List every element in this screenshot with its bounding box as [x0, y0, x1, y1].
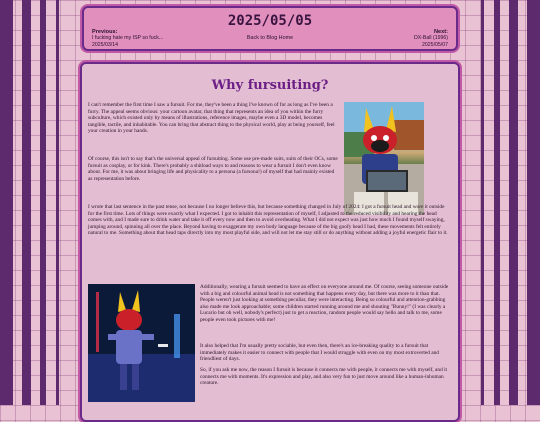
left-stripe-2 — [22, 0, 31, 405]
fursuit-laptop-illustration — [344, 102, 424, 215]
paragraph-6: So, if you ask me now, the reason I fursuit is because it connects me with people, it connects me with myself, and it connects me with moments. It's expression and play, and also very fun to just move around like a human-inhuman creature. — [200, 367, 448, 386]
previous-heading: Previous: — [92, 29, 118, 35]
back-to-blog-home-link[interactable]: Back to Blog Home — [246, 35, 294, 41]
next-post-date: 2025/05/07 — [422, 41, 448, 48]
post-content — [80, 62, 460, 422]
left-stripe-4 — [56, 0, 59, 405]
left-stripe-3 — [40, 0, 46, 405]
right-stripe-1 — [481, 0, 484, 405]
right-stripe-3 — [509, 0, 518, 405]
paragraph-3: I wrote that last sentence in the past tense, not because I no longer believe this, but because something changed in July of 2024: I got a fursuit head and wore it outside for the first time. Lots of things were exactly what I expected. I got to inhabit this representation of myself, I adjusted to the reduced visibility and hearing the head comes with, and I made sure to drink water and take it off every now and then to avoid overheating. What I did not expect was just how much I found myself swaying, jumping around, spinning all over the place. Beyond having to exaggerate my own body language because of the big goofy head I had, these movements felt entirely natural to me. Something about that head taps directly into my most playful side, and will not let me stay still or do anything without adding a joyful energetic flair to it. — [88, 204, 448, 236]
post-date: 2025/05/05 — [227, 13, 313, 29]
post-navigation — [82, 6, 458, 51]
right-stripe-4 — [527, 0, 540, 405]
left-stripe-1 — [0, 0, 13, 405]
right-stripe-2 — [494, 0, 500, 405]
previous-post-title: I fucking hate my ISP so fuck... — [92, 35, 164, 42]
paragraph-1: I can't remember the first time I saw a fursuit. For me, they've been a thing I've known of for as long as I've been a furry. The appeal seems obvious: your cartoon avatar, that thing that represents an idea of you within the furry subculture, which existed only by means of illustrations, reference images, maybe even a 3D model, becomes tangible, tactile, and inhabitable. You can bring that abstract thing to the physical world, play at being yourself, feel your creation in your hands. — [88, 102, 335, 134]
fursuit-photo-laptop — [344, 102, 424, 215]
paragraph-5: It also helped that I'm usually pretty sociable, but even then, there's an ice-breaking quality to a fursuit that immediately makes it easier to connect with people that I would struggle with even on my most extroverted and friendliest of days. — [200, 343, 439, 362]
fursuit-photo-club — [88, 284, 195, 402]
paragraph-4: Additionally, wearing a fursuit seemed to have an effect on everyone around me. Of course, seeing someone outside with a big and colourful animal head is not something that happens every day, but there was more to it than that. People weren't just looking at something peculiar, they were interacting. Being so colourful and attention-grabbing also made me look approachable; some children started running around me and shouting "Bunny!" (I was clearly a Lucario but oh well, nobody's perfect) just to get a reaction, random people would say hello and talk to me, some people even took pictures with me! — [200, 284, 449, 323]
next-heading: Next: — [434, 29, 448, 35]
previous-post-date: 2025/03/14 — [92, 41, 118, 48]
fursuit-club-illustration — [88, 284, 195, 402]
post-title: Why fursuiting? — [211, 78, 329, 93]
paragraph-2: Of course, this isn't to say that's the universal appeal of fursuiting. Some use pre-made suits, suits of their OCs, some fursuit as cosplay, or for kink. There's probably a shitload ways to and reasons to wear a fursuit I don't even know about. For me, it was about bringing life and physicality to a persona (a fursona!) of myself that had mainly existed as representation before. — [88, 156, 338, 182]
next-post-link[interactable] — [414, 29, 448, 48]
next-post-title: DX-Ball (1996) — [413, 35, 448, 42]
